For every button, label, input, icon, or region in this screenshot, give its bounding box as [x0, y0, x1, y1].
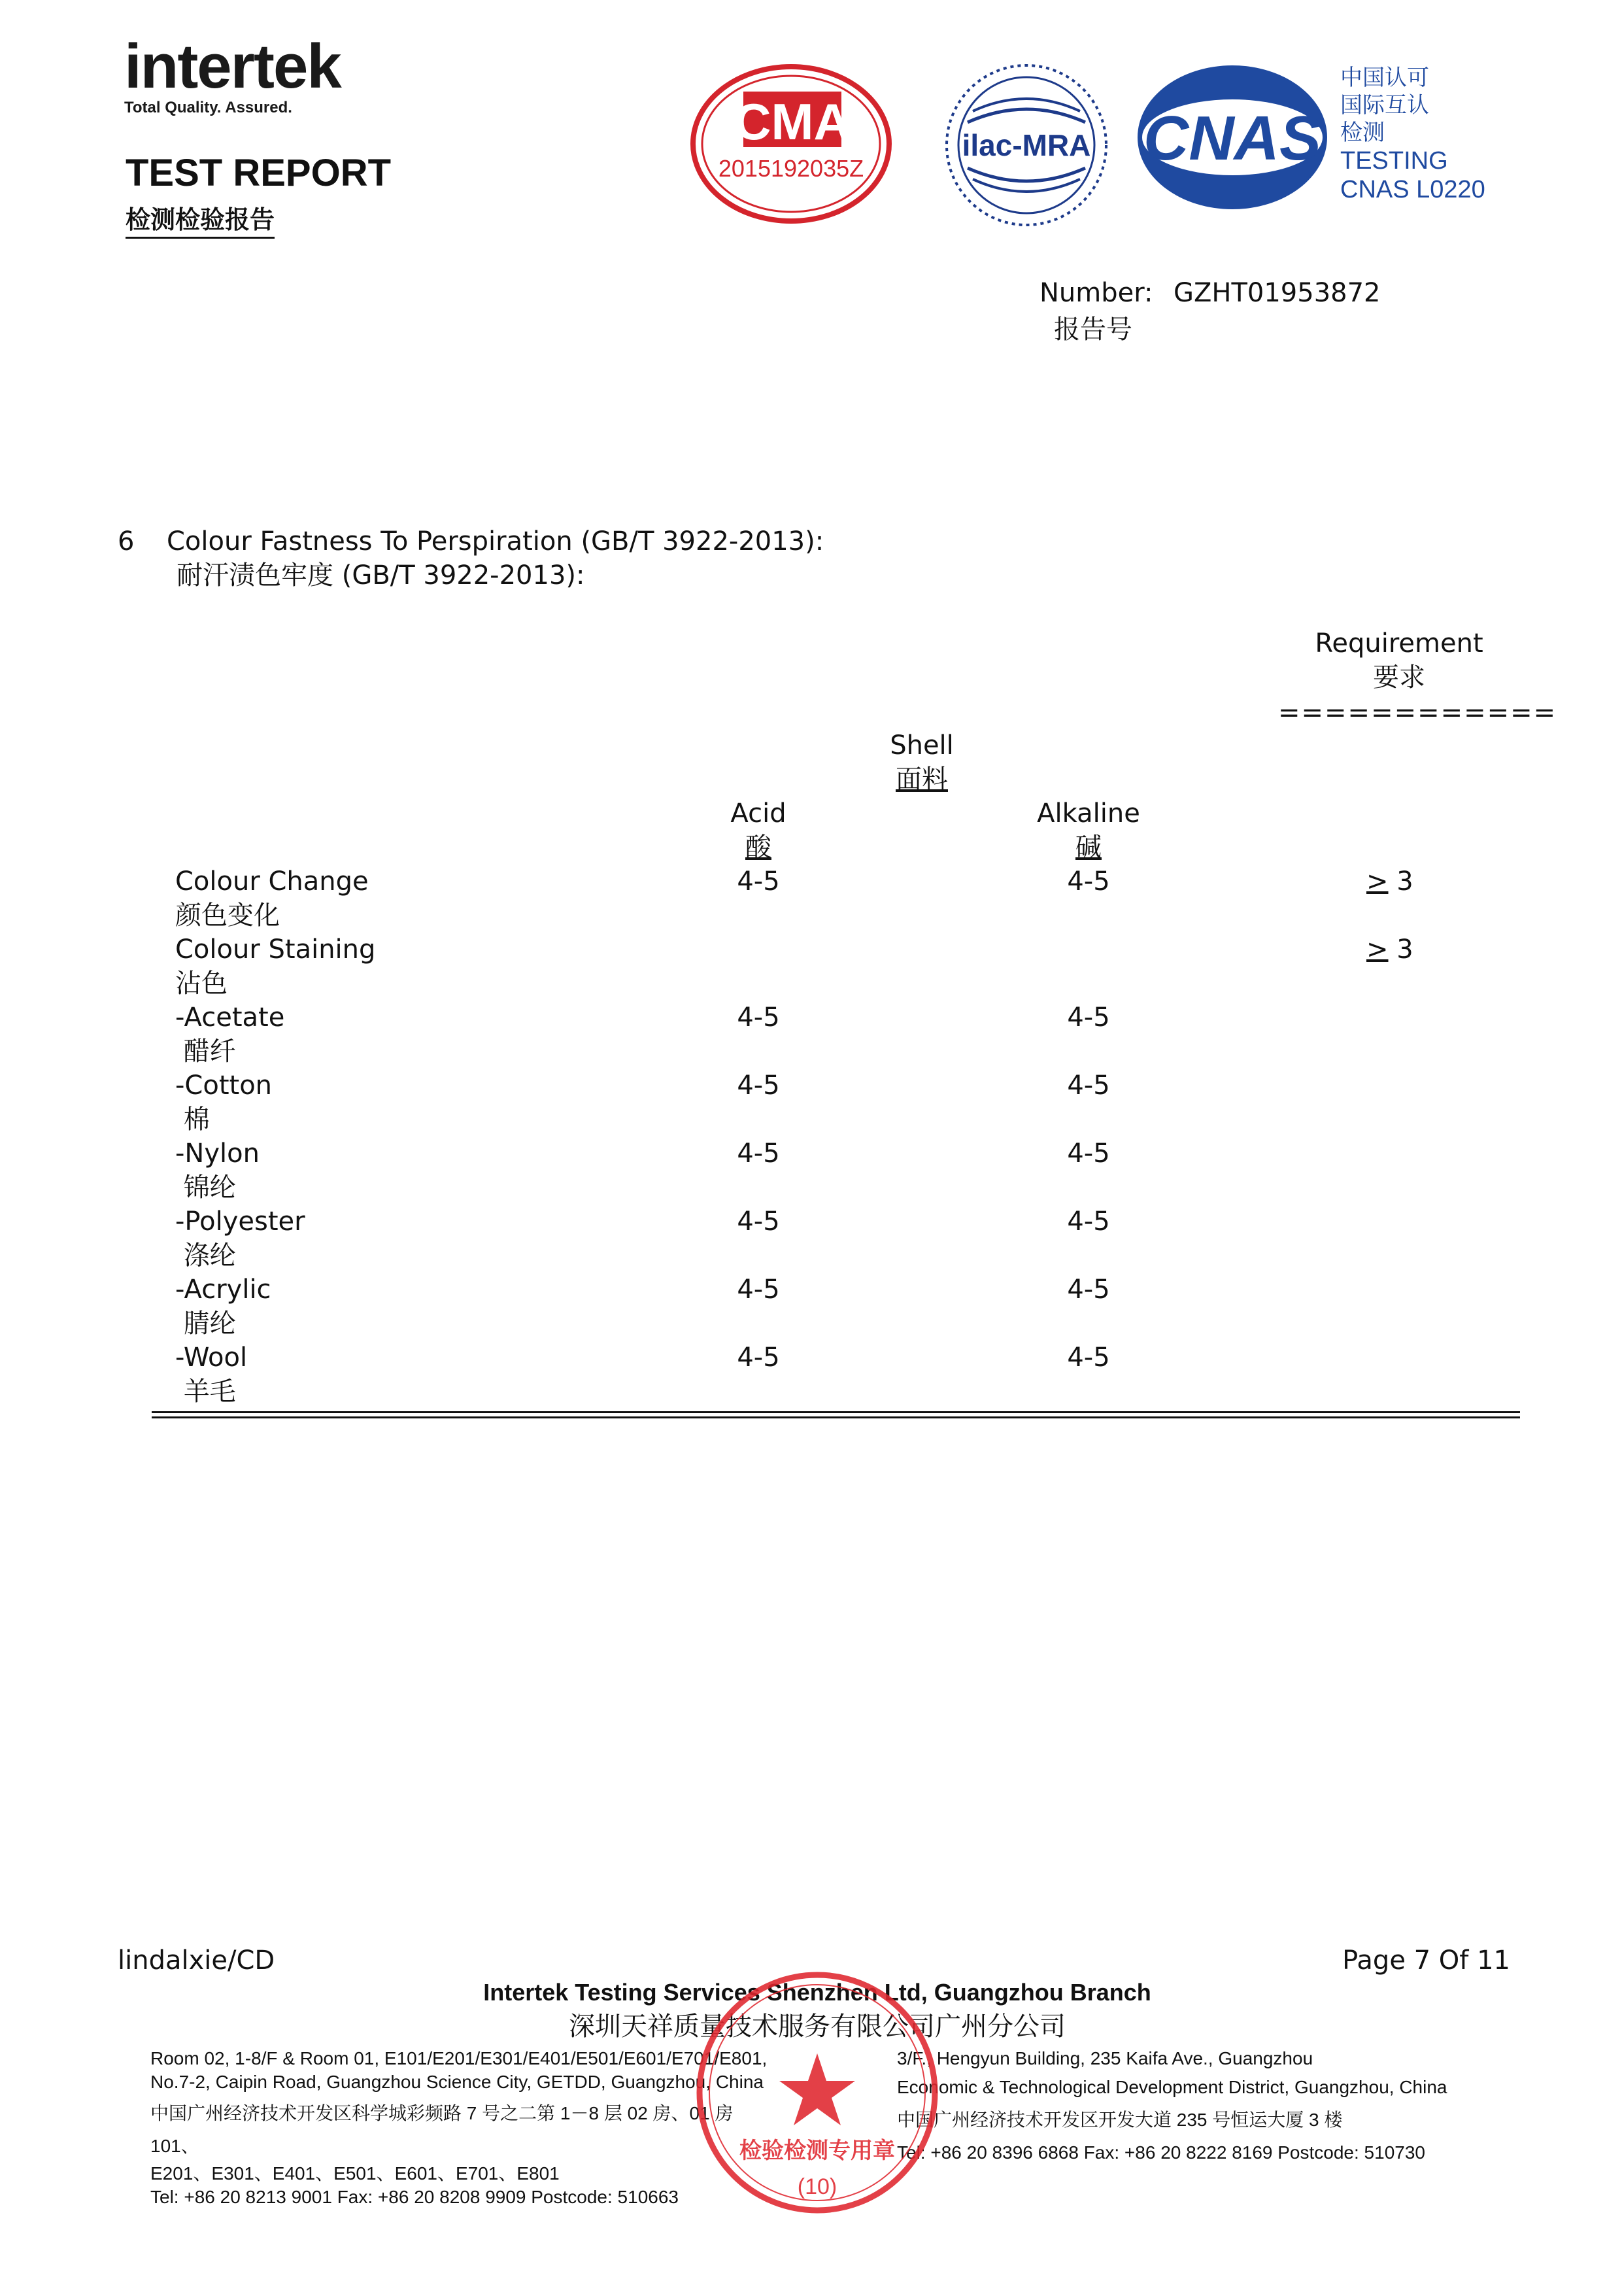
footer-company-cn: 深圳天祥质量技术服务有限公司广州分公司 — [569, 2012, 1066, 2042]
footer-right-address — [897, 2046, 1551, 2166]
address-line: No.7-2, Caipin Road, Guangzhou Science City, GETDD, Guangzhou, China — [150, 2072, 764, 2092]
alkaline-value: 4-5 — [1067, 1071, 1110, 1101]
gte-symbol: > — [1366, 934, 1389, 965]
acid-value: 4-5 — [737, 866, 780, 897]
requirement-rule: ============ — [1278, 698, 1557, 728]
report-title: TEST REPORT — [126, 152, 392, 194]
table-row — [0, 1001, 1622, 1069]
row-label-cn: 腈纶 — [175, 1309, 236, 1339]
alkaline-value: 4-5 — [1067, 1002, 1110, 1033]
table-row — [0, 933, 1622, 1001]
table-end-rule-2 — [152, 1416, 1520, 1418]
row-label: -Cotton — [175, 1071, 273, 1101]
cnas-testing: TESTING — [1340, 147, 1448, 175]
table-end-rule — [152, 1411, 1520, 1413]
address-line: 中国广州经济技术开发区科学城彩频路 7 号之二第 1－8 层 02 房、01 房 — [150, 2103, 734, 2123]
row-label: -Nylon — [175, 1139, 260, 1169]
cnas-code: CNAS L0220 — [1340, 176, 1485, 203]
acid-value: 4-5 — [737, 1343, 780, 1373]
gte-symbol: > — [1366, 866, 1389, 897]
address-line: Economic & Technological Development District, Guangzhou, China — [897, 2077, 1447, 2097]
table-row — [0, 1205, 1622, 1273]
row-label-cn: 棉 — [175, 1105, 210, 1135]
alkaline-value: 4-5 — [1067, 866, 1110, 897]
intertek-logo — [124, 31, 373, 118]
row-label: -Polyester — [175, 1207, 305, 1237]
requirement-value: > 3 — [1366, 934, 1413, 965]
row-label-cn: 涤纶 — [175, 1241, 236, 1271]
row-label: -Wool — [175, 1343, 248, 1373]
footer-author: lindalxie/CD — [118, 1945, 275, 1976]
section-title: Colour Fastness To Perspiration (GB/T 3922-2013): — [167, 526, 824, 557]
svg-text:CMA: CMA — [734, 93, 851, 150]
address-line: E201、E301、E401、E501、E601、E701、E801 — [150, 2163, 560, 2184]
row-label: -Acetate — [175, 1002, 285, 1033]
footer-page-number: Page 7 Of 11 — [1342, 1945, 1510, 1976]
table-row — [0, 865, 1622, 933]
cnas-text: CNAS — [1143, 103, 1322, 173]
table-row — [0, 1069, 1622, 1137]
address-line: 101、 — [150, 2136, 199, 2156]
alkaline-header: Alkaline — [1037, 798, 1140, 829]
alkaline-value: 4-5 — [1067, 1207, 1110, 1237]
alkaline-value: 4-5 — [1067, 1275, 1110, 1305]
row-label-cn: 羊毛 — [175, 1377, 236, 1407]
brand-wordmark: intertek — [124, 31, 341, 101]
cnas-cn-line3: 检测 — [1340, 120, 1385, 146]
report-number-label: Number: — [1039, 278, 1153, 308]
ilac-text: ilac-MRA — [962, 128, 1091, 162]
brand-tagline: Total Quality. Assured. — [124, 99, 292, 116]
report-title-cn: 检测检验报告 — [126, 204, 275, 239]
requirement-value: > 3 — [1366, 866, 1413, 897]
row-label-cn: 颜色变化 — [175, 900, 280, 931]
alkaline-value: 4-5 — [1067, 1139, 1110, 1169]
section-index: 6 — [118, 526, 135, 557]
address-line: Room 02, 1-8/F & Room 01, E101/E201/E301/E401/E501/E601/E701/E801, — [150, 2048, 768, 2068]
acid-value: 4-5 — [737, 1275, 780, 1305]
acid-value: 4-5 — [737, 1207, 780, 1237]
acid-value: 4-5 — [737, 1139, 780, 1169]
seal-number: (10) — [797, 2174, 837, 2199]
footer-company: Intertek Testing Services Shenzhen Ltd, Guangzhou Branch — [483, 1979, 1151, 2006]
company-seal — [693, 1968, 941, 2217]
table-row — [0, 1137, 1622, 1205]
requirement-header: Requirement — [1315, 628, 1483, 659]
table-row — [0, 1273, 1622, 1341]
acid-header-cn: 酸 — [745, 832, 771, 863]
requirement-header-cn: 要求 — [1373, 662, 1425, 693]
row-label: Colour Staining — [175, 934, 376, 965]
cnas-cn-line1: 中国认可 — [1340, 65, 1429, 91]
row-label-cn: 锦纶 — [175, 1173, 236, 1203]
acid-value: 4-5 — [737, 1071, 780, 1101]
alkaline-header-cn: 碱 — [1075, 832, 1102, 863]
row-label: Colour Change — [175, 866, 369, 897]
address-line: 中国广州经济技术开发区开发大道 235 号恒运大厦 3 楼 — [897, 2110, 1343, 2130]
cma-logo — [690, 62, 892, 226]
acid-header: Acid — [730, 798, 786, 829]
seal-text: 检验检测专用章 — [739, 2138, 895, 2163]
alkaline-value: 4-5 — [1067, 1343, 1110, 1373]
shell-header-cn: 面料 — [896, 764, 948, 795]
cnas-logo — [1134, 60, 1500, 217]
cnas-cn-line2: 国际互认 — [1340, 92, 1429, 118]
cma-number: 2015192035Z — [718, 155, 864, 182]
row-label-cn: 沾色 — [175, 968, 228, 999]
row-label-cn: 醋纤 — [175, 1037, 236, 1067]
report-number-value: GZHT01953872 — [1174, 278, 1381, 308]
ilac-mra-logo — [941, 60, 1111, 230]
address-line: 3/F., Hengyun Building, 235 Kaifa Ave., Guangzhou — [897, 2048, 1313, 2068]
shell-header: Shell — [890, 730, 954, 761]
acid-value: 4-5 — [737, 1002, 780, 1033]
table-row — [0, 1341, 1622, 1409]
address-line: Tel: +86 20 8213 9001 Fax: +86 20 8208 9909 Postcode: 510663 — [150, 2187, 679, 2207]
address-line: Tel: +86 20 8396 6868 Fax: +86 20 8222 8169 Postcode: 510730 — [897, 2142, 1425, 2163]
row-label: -Acrylic — [175, 1275, 271, 1305]
section-title-cn: 耐汗渍色牢度 (GB/T 3922-2013): — [177, 560, 585, 591]
report-number-label-cn: 报告号 — [1054, 315, 1132, 345]
